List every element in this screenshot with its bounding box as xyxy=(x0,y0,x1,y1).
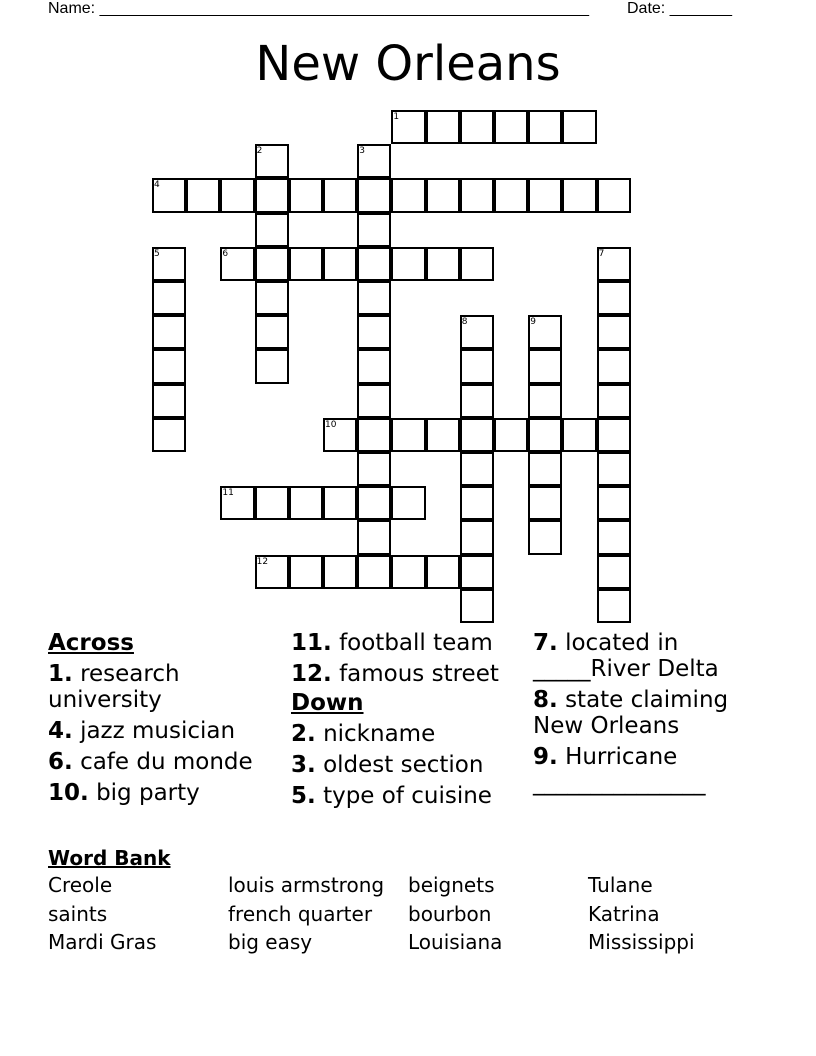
clue-number-label: 7 xyxy=(598,248,605,259)
word-bank-word: Creole xyxy=(48,873,113,897)
grid-cell[interactable] xyxy=(494,178,528,212)
grid-cell[interactable] xyxy=(426,110,460,144)
grid-cell[interactable] xyxy=(597,418,631,452)
clue-number-label: 10 xyxy=(325,419,337,430)
clue-text: nickname xyxy=(323,721,436,747)
grid-cell[interactable] xyxy=(528,178,562,212)
grid-cell[interactable] xyxy=(323,247,357,281)
clue-text: research university xyxy=(48,661,180,713)
grid-cell[interactable] xyxy=(289,178,323,212)
clue-number: 8. xyxy=(533,687,558,713)
grid-cell[interactable] xyxy=(152,315,186,349)
clue-text: big party xyxy=(96,780,200,806)
clue-number-label: 1 xyxy=(393,112,400,122)
name-field[interactable]: Name: _______________________________________________________ xyxy=(48,0,589,17)
clue-number-label: 11 xyxy=(222,488,234,499)
clue-text: football team xyxy=(339,630,493,656)
grid-cell[interactable] xyxy=(460,589,494,623)
grid-cell[interactable] xyxy=(357,315,391,349)
grid-cell[interactable] xyxy=(357,281,391,315)
grid-cell[interactable] xyxy=(562,418,596,452)
grid-cell[interactable] xyxy=(597,589,631,623)
word-bank-word: beignets xyxy=(408,873,495,897)
grid-cell[interactable] xyxy=(597,384,631,418)
grid-cell[interactable] xyxy=(597,315,631,349)
word-bank-word: Mardi Gras xyxy=(48,930,157,954)
grid-cell[interactable] xyxy=(460,247,494,281)
clue-text: cafe du monde xyxy=(80,749,253,775)
grid-cell[interactable] xyxy=(255,281,289,315)
grid-cell[interactable] xyxy=(460,110,494,144)
grid-cell[interactable] xyxy=(255,349,289,383)
clue-number: 4. xyxy=(48,718,73,744)
clue-text: type of cuisine xyxy=(323,783,492,809)
grid-cell[interactable] xyxy=(357,452,391,486)
clue-down-7 xyxy=(533,630,773,682)
grid-cell[interactable] xyxy=(289,486,323,520)
word-bank-word: saints xyxy=(48,901,108,926)
word-bank xyxy=(48,845,171,871)
clue-number: 7. xyxy=(533,630,558,656)
grid-cell[interactable] xyxy=(528,349,562,383)
date-field[interactable]: Date: _______ xyxy=(627,0,732,17)
grid-cell[interactable] xyxy=(426,178,460,212)
grid-cell[interactable] xyxy=(357,555,391,589)
clue-number: 3. xyxy=(291,752,316,778)
grid-cell[interactable] xyxy=(460,520,494,554)
clue-text: oldest section xyxy=(323,752,484,778)
grid-cell[interactable] xyxy=(426,418,460,452)
grid-cell[interactable] xyxy=(597,520,631,554)
clue-down-2 xyxy=(291,721,526,747)
grid-cell[interactable] xyxy=(426,555,460,589)
word-bank-word: Mississippi xyxy=(588,930,695,954)
grid-cell[interactable] xyxy=(460,178,494,212)
word-bank-word: Katrina xyxy=(588,901,660,926)
clue-down-9 xyxy=(533,744,773,796)
clue-number: 6. xyxy=(48,749,73,775)
clue-across-11 xyxy=(291,630,526,656)
clue-number: 11. xyxy=(291,630,332,656)
grid-cell[interactable] xyxy=(152,349,186,383)
grid-cell[interactable] xyxy=(323,486,357,520)
grid-cell[interactable] xyxy=(460,452,494,486)
clue-number: 9. xyxy=(533,744,558,770)
clue-number-label: 4 xyxy=(154,180,160,191)
grid-cell[interactable] xyxy=(597,178,631,212)
page-title: New Orleans xyxy=(255,36,561,92)
clue-text: jazz musician xyxy=(80,718,236,744)
grid-cell[interactable] xyxy=(357,213,391,247)
word-bank-word: bourbon xyxy=(408,901,492,926)
clue-number-label: 5 xyxy=(154,248,160,259)
grid-cell[interactable] xyxy=(460,418,494,452)
grid-cell[interactable] xyxy=(186,178,220,212)
grid-cell[interactable] xyxy=(494,418,528,452)
grid-cell[interactable] xyxy=(289,247,323,281)
grid-cell[interactable] xyxy=(357,384,391,418)
grid-cell[interactable] xyxy=(255,213,289,247)
clue-number-label: 2 xyxy=(256,146,263,157)
clue-number: 10. xyxy=(48,780,89,806)
clue-down-3 xyxy=(291,752,526,778)
grid-cell[interactable] xyxy=(597,452,631,486)
grid-cell[interactable] xyxy=(391,418,425,452)
grid-cell[interactable] xyxy=(562,178,596,212)
word-bank-word: big easy xyxy=(228,930,313,954)
grid-cell[interactable] xyxy=(255,247,289,281)
clue-across-4 xyxy=(48,718,278,744)
grid-cell[interactable] xyxy=(528,384,562,418)
word-bank-word: french quarter xyxy=(228,901,373,926)
grid-cell[interactable] xyxy=(562,110,596,144)
grid-cell[interactable] xyxy=(391,178,425,212)
clue-number-label: 12 xyxy=(256,556,269,567)
word-bank-word: louis armstrong xyxy=(228,873,385,897)
clue-number-label: 3 xyxy=(359,146,365,157)
grid-cell[interactable] xyxy=(460,555,494,589)
across-heading: Across xyxy=(48,630,134,656)
grid-cell[interactable] xyxy=(460,384,494,418)
clues-column-2 xyxy=(291,630,526,809)
clue-number-label: 8 xyxy=(461,317,468,328)
clue-down-8 xyxy=(533,687,773,739)
clue-down-5 xyxy=(291,783,526,809)
grid-cell[interactable] xyxy=(528,520,562,554)
grid-cell[interactable] xyxy=(460,349,494,383)
grid-cell[interactable] xyxy=(528,486,562,520)
word-bank-word: Louisiana xyxy=(408,930,503,954)
grid-cell[interactable] xyxy=(357,178,391,212)
grid-cell[interactable] xyxy=(255,178,289,212)
grid-cell[interactable] xyxy=(323,178,357,212)
grid-cell[interactable] xyxy=(357,349,391,383)
clue-across-1 xyxy=(48,661,278,713)
grid-cell[interactable] xyxy=(323,555,357,589)
grid-cell[interactable] xyxy=(391,555,425,589)
grid-cell[interactable] xyxy=(597,349,631,383)
grid-cell[interactable] xyxy=(152,281,186,315)
grid-cell[interactable] xyxy=(152,384,186,418)
grid-cell[interactable] xyxy=(528,452,562,486)
clue-number-label: 9 xyxy=(530,317,536,328)
down-heading: Down xyxy=(291,690,364,716)
grid-cell[interactable] xyxy=(597,281,631,315)
grid-cell[interactable] xyxy=(357,418,391,452)
grid-cell[interactable] xyxy=(494,110,528,144)
grid-cell[interactable] xyxy=(255,315,289,349)
clue-number: 5. xyxy=(291,783,316,809)
clue-number: 1. xyxy=(48,661,73,687)
clues-column-3 xyxy=(533,630,773,796)
grid-cell[interactable] xyxy=(357,486,391,520)
word-bank-word: Tulane xyxy=(588,873,653,897)
grid-cell[interactable] xyxy=(357,520,391,554)
grid-cell[interactable] xyxy=(391,247,425,281)
clues-column-1 xyxy=(48,630,278,806)
grid-cell[interactable] xyxy=(528,110,562,144)
clue-across-12 xyxy=(291,661,526,687)
grid-cell[interactable] xyxy=(255,486,289,520)
clue-across-6 xyxy=(48,749,278,775)
grid-cell[interactable] xyxy=(426,247,460,281)
grid-cell[interactable] xyxy=(460,486,494,520)
grid-cell[interactable] xyxy=(357,247,391,281)
grid-cell[interactable] xyxy=(220,178,254,212)
word-bank-title: Word Bank xyxy=(48,846,171,870)
clue-number: 12. xyxy=(291,661,332,687)
clue-number-label: 6 xyxy=(222,248,229,259)
grid-cell[interactable] xyxy=(152,418,186,452)
clue-text: located in _____River Delta xyxy=(533,630,719,682)
grid-cell[interactable] xyxy=(597,555,631,589)
grid-cell[interactable] xyxy=(289,555,323,589)
grid-cell[interactable] xyxy=(391,486,425,520)
clue-text: Hurricane _______________ xyxy=(533,744,706,796)
grid-cell[interactable] xyxy=(528,418,562,452)
clue-number: 2. xyxy=(291,721,316,747)
grid-cell[interactable] xyxy=(597,486,631,520)
clue-text: state claiming New Orleans xyxy=(533,687,729,739)
clue-text: famous street xyxy=(339,661,499,687)
clue-across-10 xyxy=(48,780,278,806)
